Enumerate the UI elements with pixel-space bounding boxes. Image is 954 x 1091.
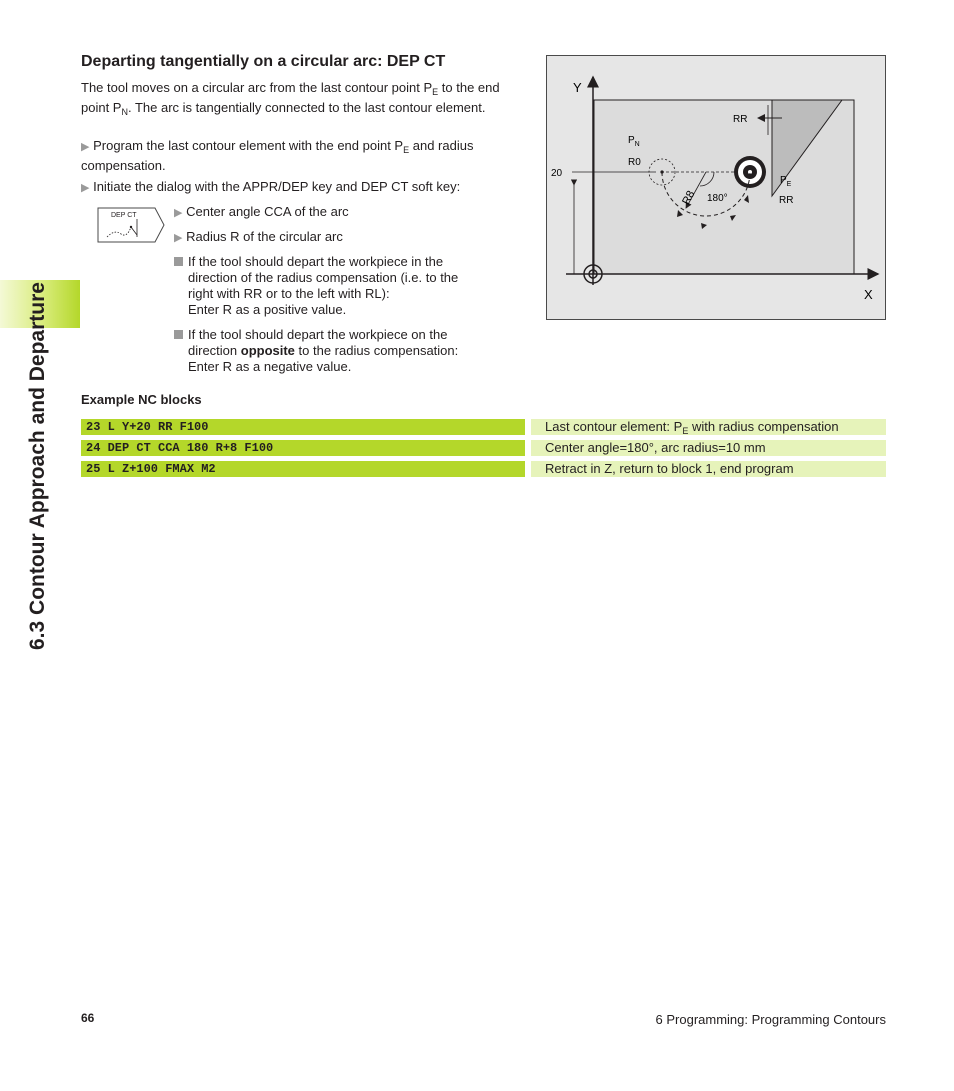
note-positive-radius: If the tool should depart the workpiece in the direction of the radius compensation (i.e. to the right with RR or to the left with RL): Enter R as a positive value. [174, 254, 514, 318]
softkey-label: DEP CT [111, 212, 137, 219]
chapter-footer: 6 Programming: Programming Contours [655, 1012, 886, 1027]
pn-label: $P_N$ [628, 135, 640, 148]
arrow-bullet-icon: ▶ [81, 141, 90, 153]
note-negative-radius: If the tool should depart the workpiece on the direction opposite to the radius compensation: Enter R as a negative value. [174, 327, 514, 375]
x-axis-label: X [864, 287, 873, 302]
page-heading: Departing tangentially on a circular arc: DEP CT [81, 53, 446, 70]
dep-ct-softkey-icon [97, 207, 165, 243]
dep-ct-diagram [546, 55, 886, 321]
nc-description: Last contour element: $P_E$ with radius compensation [531, 419, 886, 435]
arrow-bullet-icon: ▶ [81, 182, 90, 194]
y-axis-label: Y [573, 80, 582, 95]
arrow-bullet-icon: ▶ [174, 232, 183, 244]
nc-description: Retract in Z, return to block 1, end program [531, 461, 886, 477]
nc-code: 25 L Z+100 FMAX M2 [81, 461, 525, 477]
r0-label: R0 [628, 157, 641, 168]
nc-description: Center angle=180°, arc radius=10 mm [531, 440, 886, 456]
nc-block-row [81, 461, 886, 477]
prompt-radius: ▶ Radius R of the circular arc [174, 229, 343, 244]
instruction-step-2: ▶ Initiate the dialog with the APPR/DEP key and DEP CT soft key: [81, 179, 461, 194]
intro-paragraph: The tool moves on a circular arc from the last contour point $P_E$ to the end point $P_N$. The arc is tangentially connected to the last contour element. [81, 80, 500, 117]
square-bullet-icon [174, 330, 183, 339]
page-number: 66 [81, 1011, 95, 1025]
arrow-bullet-icon: ▶ [174, 207, 183, 219]
nc-block-row [81, 440, 886, 456]
pe-label: $P_E$ [780, 175, 792, 188]
prompt-center-angle: ▶ Center angle CCA of the arc [174, 204, 349, 219]
r8-label: R8 [680, 188, 698, 207]
rr-label-bottom: RR [779, 195, 794, 206]
dimension-20: 20 [551, 168, 563, 179]
nc-block-row [81, 419, 886, 435]
square-bullet-icon [174, 257, 183, 266]
instruction-step-1: ▶ Program the last contour element with the end point $P_E$ and radius compensation. [81, 138, 474, 173]
nc-code: 23 L Y+20 RR F100 [81, 419, 525, 435]
example-title: Example NC blocks [81, 392, 202, 407]
section-title-vertical: 6.3 Contour Approach and Departure [26, 282, 49, 650]
nc-code: 24 DEP CT CCA 180 R+8 F100 [81, 440, 525, 456]
rr-label-top: RR [733, 114, 748, 125]
angle-label: 180° [707, 193, 728, 204]
